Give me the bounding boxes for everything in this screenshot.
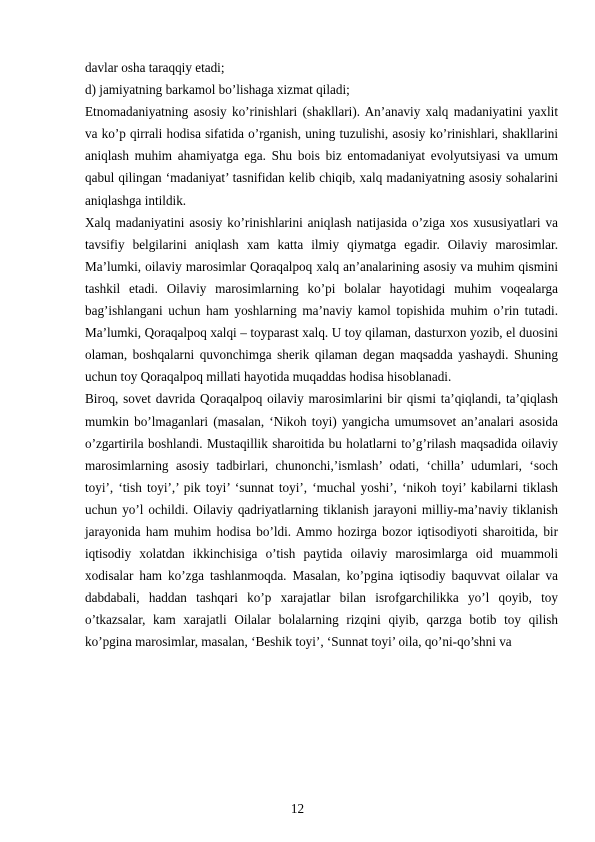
paragraph-continuation: davlar osha taraqqiy etadi; [85, 60, 225, 75]
list-item-d: d) jamiyatning barkamol bo’lishaga xizmat qiladi; [85, 82, 350, 98]
page-number: 12 [290, 801, 305, 816]
paragraph-family-ceremonies: Xalq madaniyatini asosiy ko’rinishlarini aniqlash natijasida o’ziga xos xususiyatlari va tavsifiy belgilarini aniqlash xam katta ilmiy qiymatga egadir. Oilaviy marosimlar. Ma’lumki, oilaviy marosimlar Qoraqalpoq xalq an’analarining asosiy va muhim qismini tashkil etadi. Oilaviy marosimlarning ko’pi bolalar hayotidagi muhim voqealarga bag’ishlangani uchun ham yoshlarning ma’naviy kamol topishida muhim o’rin tutadi. Ma’lumki, Qoraqalpoq xalqi – toyparast xalq. U toy qilaman, dasturxon yozib, el duosini olaman, boshqalarni quvonchimga sherik qilaman degan maqsadda yashaydi. Shuning uchun toy Qoraqalpoq millati hayotida muqaddas hodisa hisoblanadi. [85, 214, 558, 385]
paragraph-soviet-period: Biroq, sovet davrida Qoraqalpoq oilaviy marosimlarini bir qismi ta’qiqlandi, ta’qiqlash mumkin bo’lmaganlari (masalan, ‘Nikoh toyi) yangicha umumsovet an’analari asosida o’zgartirila boshlandi. Mustaqillik sharoitida bu holatlarni to’g’rilash maqsadida oilaviy marosimlarning asosiy tadbirlari, chunonchi,’ismlash’ odati, ‘chilla’ udumlari, ‘soch toyi’, ‘tish toyi’,’ pik toyi’ ‘sunnat toyi’, ‘muchal yoshi’, ‘nikoh toyi’ kabilarni tiklash uchun yo’l ochildi. Oilaviy qadriyatlarning tiklanish jarayoni milliy-ma’naviy tiklanish jarayonida ham muhim hodisa bo’ldi. Ammo hozirga bozor iqtisodiyoti sharoitida, bir iqtisodiy xolatdan ikkinchisiga o’tish paytida oilaviy marosimlarga oid muammoli xodisalar ham ko’zga tashlanmoqda. Masalan, ko’pgina iqtisodiy baquvvat oilalar va dabdabali, haddan tashqari ko’p xarajatlar bilan isrofgarchilikka yo’l qoyib, toy o’tkazsalar, kam xarajatli Oilalar bolalarning rizqini qiyib, qarzga botib toy qilish ko’pgina marosimlar, masalan, ‘Beshik toyi’, ‘Sunnat toyi’ oila, qo’ni-qo’shni va [85, 391, 558, 650]
paragraph-ethnoculture-forms: Etnomadaniyatning asosiy ko’rinishlari (shakllari). An’anaviy xalq madaniyatini yaxlit va ko’p qirrali hodisa sifatida o’rganish, uning tuzulishi, asosiy ko’rinishlari, shakllarini aniqlash muhim ahamiyatga ega. Shu bois biz entomadaniyat evolyutsiyasi va umum qabul qilingan ‘madaniyat’ tasnifidan kelib chiqib, xalq madaniyatning asosiy sohalarini aniqlashga intildik. [85, 104, 558, 208]
page-body [85, 57, 558, 654]
